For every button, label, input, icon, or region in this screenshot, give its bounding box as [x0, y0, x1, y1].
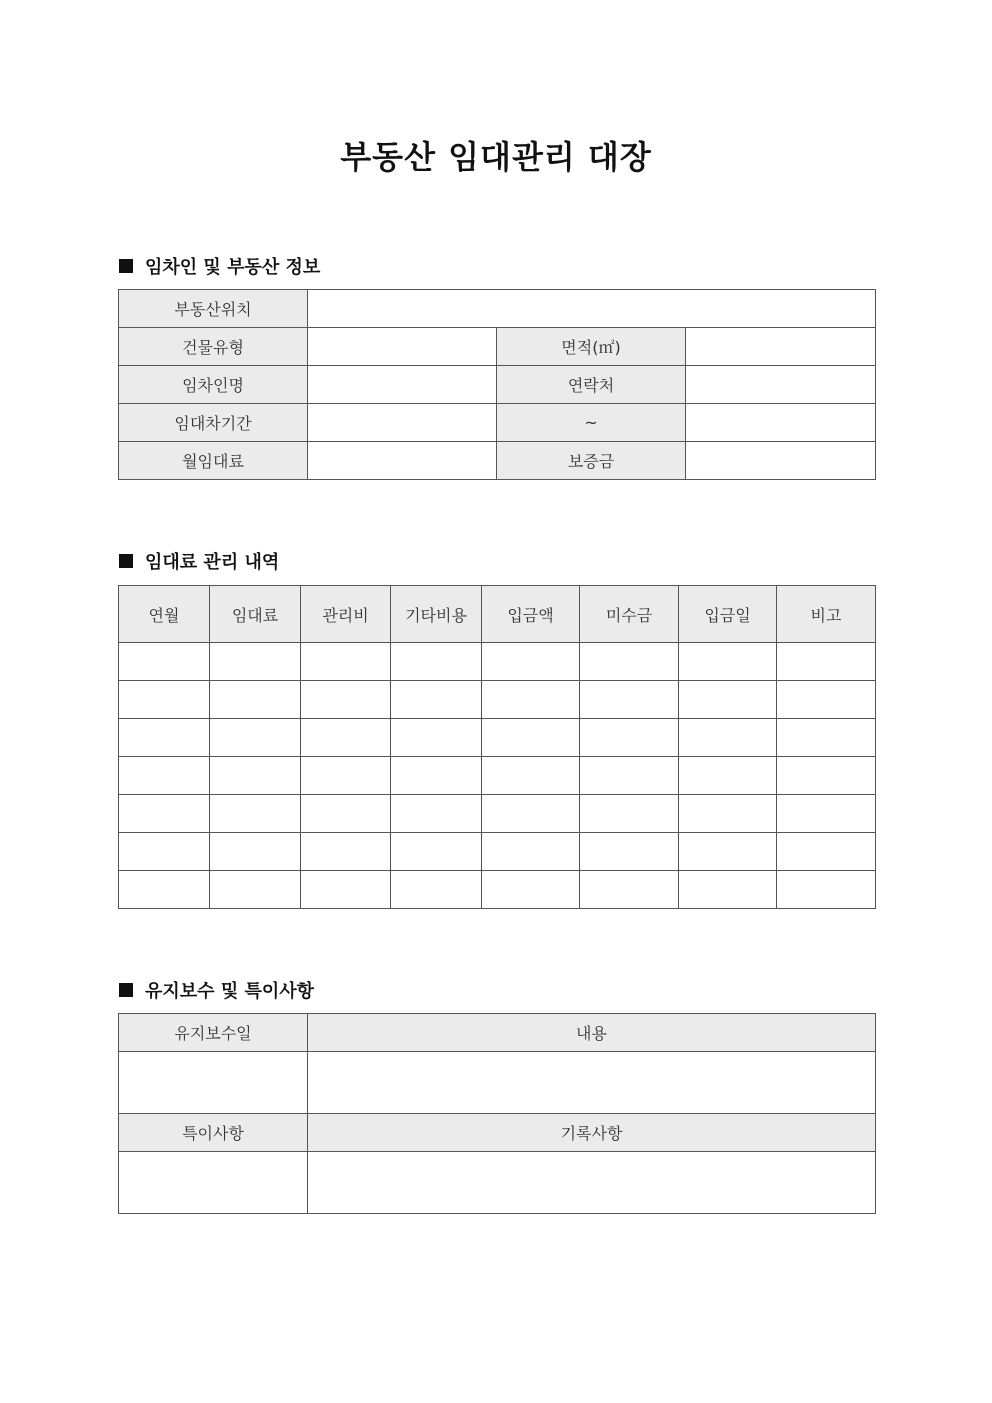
table-cell[interactable] [482, 871, 580, 909]
lease-start-field[interactable] [308, 404, 497, 442]
table-cell[interactable] [119, 643, 210, 681]
notes-label: 특이사항 [119, 1114, 308, 1152]
table-cell[interactable] [679, 833, 777, 871]
table-row [119, 795, 876, 833]
table-cell[interactable] [580, 871, 679, 909]
table-row [119, 719, 876, 757]
building-type-label: 건물유형 [119, 328, 308, 366]
table-cell[interactable] [301, 643, 391, 681]
column-header-outstanding: 미수금 [580, 586, 679, 643]
table-cell[interactable] [482, 795, 580, 833]
table-cell[interactable] [391, 795, 482, 833]
maintenance-content-label: 내용 [308, 1014, 876, 1052]
table-cell[interactable] [119, 871, 210, 909]
table-cell[interactable] [301, 871, 391, 909]
table-cell[interactable] [679, 795, 777, 833]
table-cell[interactable] [391, 719, 482, 757]
deposit-label: 보증금 [497, 442, 686, 480]
area-field[interactable] [686, 328, 876, 366]
table-cell[interactable] [777, 833, 876, 871]
table-cell[interactable] [119, 719, 210, 757]
table-cell[interactable] [679, 681, 777, 719]
section-heading-text: 임대료 관리 내역 [145, 552, 280, 573]
maintenance-content-field[interactable] [308, 1052, 876, 1114]
table-cell[interactable] [210, 757, 301, 795]
table-cell[interactable] [119, 833, 210, 871]
table-cell[interactable] [301, 833, 391, 871]
maintenance-date-label: 유지보수일 [119, 1014, 308, 1052]
column-header-paid-amount: 입금액 [482, 586, 580, 643]
column-header-rent: 임대료 [210, 586, 301, 643]
table-cell[interactable] [210, 719, 301, 757]
lease-end-field[interactable] [686, 404, 876, 442]
table-cell[interactable] [580, 757, 679, 795]
table-cell[interactable] [119, 757, 210, 795]
section-heading-rent-history [119, 548, 279, 574]
location-field[interactable] [308, 290, 876, 328]
table-row [119, 757, 876, 795]
section-heading-text: 유지보수 및 특이사항 [145, 981, 315, 1002]
table-row [119, 681, 876, 719]
table-cell[interactable] [482, 757, 580, 795]
maintenance-table [118, 1013, 876, 1214]
table-cell[interactable] [391, 833, 482, 871]
section-heading-tenant-info [119, 253, 320, 279]
table-cell[interactable] [482, 643, 580, 681]
table-cell[interactable] [580, 833, 679, 871]
table-cell[interactable] [301, 757, 391, 795]
monthly-rent-label: 월임대료 [119, 442, 308, 480]
section-heading-text: 임차인 및 부동산 정보 [145, 257, 321, 278]
tenant-info-table [118, 289, 876, 480]
tenant-name-field[interactable] [308, 366, 497, 404]
period-separator: ~ [497, 404, 686, 442]
area-label: 면적(㎡) [497, 328, 686, 366]
record-field[interactable] [308, 1152, 876, 1214]
table-cell[interactable] [580, 795, 679, 833]
table-cell[interactable] [210, 795, 301, 833]
building-type-field[interactable] [308, 328, 497, 366]
table-cell[interactable] [580, 681, 679, 719]
table-cell[interactable] [482, 681, 580, 719]
column-header-management-fee: 관리비 [301, 586, 391, 643]
table-cell[interactable] [679, 643, 777, 681]
table-cell[interactable] [777, 757, 876, 795]
table-cell[interactable] [210, 681, 301, 719]
table-row [119, 871, 876, 909]
table-cell[interactable] [301, 795, 391, 833]
table-cell[interactable] [777, 719, 876, 757]
table-cell[interactable] [301, 681, 391, 719]
contact-label: 연락처 [497, 366, 686, 404]
table-cell[interactable] [580, 719, 679, 757]
table-cell[interactable] [210, 871, 301, 909]
column-header-payment-date: 입금일 [679, 586, 777, 643]
table-cell[interactable] [580, 643, 679, 681]
table-cell[interactable] [391, 871, 482, 909]
table-cell[interactable] [482, 719, 580, 757]
square-bullet-icon [119, 259, 133, 273]
table-cell[interactable] [391, 643, 482, 681]
rent-history-table [118, 585, 876, 909]
table-cell[interactable] [679, 757, 777, 795]
table-cell[interactable] [679, 719, 777, 757]
table-cell[interactable] [391, 681, 482, 719]
section-heading-maintenance [119, 977, 314, 1003]
table-cell[interactable] [391, 757, 482, 795]
column-header-month: 연월 [119, 586, 210, 643]
monthly-rent-field[interactable] [308, 442, 497, 480]
table-cell[interactable] [777, 871, 876, 909]
table-cell[interactable] [679, 871, 777, 909]
table-cell[interactable] [119, 681, 210, 719]
location-label: 부동산위치 [119, 290, 308, 328]
table-cell[interactable] [210, 833, 301, 871]
record-label: 기록사항 [308, 1114, 876, 1152]
table-cell[interactable] [301, 719, 391, 757]
tenant-name-label: 임차인명 [119, 366, 308, 404]
table-cell[interactable] [119, 795, 210, 833]
table-cell[interactable] [482, 833, 580, 871]
column-header-remarks: 비고 [777, 586, 876, 643]
table-row [119, 833, 876, 871]
contact-field[interactable] [686, 366, 876, 404]
lease-period-label: 임대차기간 [119, 404, 308, 442]
column-header-other-costs: 기타비용 [391, 586, 482, 643]
square-bullet-icon [119, 983, 133, 997]
maintenance-date-field[interactable] [119, 1052, 308, 1114]
deposit-field[interactable] [686, 442, 876, 480]
table-cell[interactable] [777, 643, 876, 681]
table-cell[interactable] [210, 643, 301, 681]
table-row [119, 643, 876, 681]
table-cell[interactable] [777, 795, 876, 833]
notes-field[interactable] [119, 1152, 308, 1214]
table-cell[interactable] [777, 681, 876, 719]
page-title: 부동산 임대관리 대장 [340, 138, 652, 176]
square-bullet-icon [119, 554, 133, 568]
